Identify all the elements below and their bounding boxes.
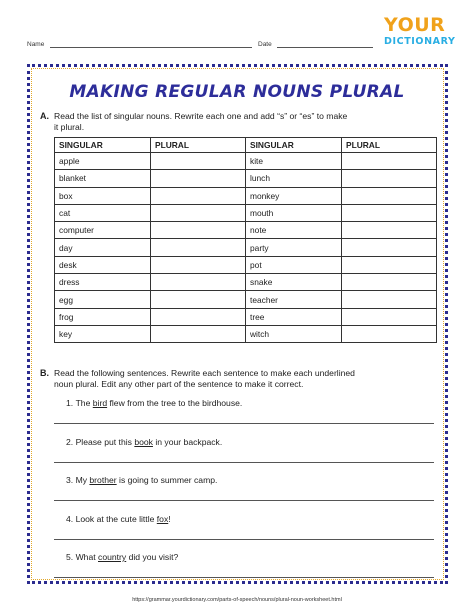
noun-table-header-row	[55, 138, 437, 153]
header-plural-2: PLURAL	[342, 138, 437, 153]
plural-answer-cell[interactable]	[342, 239, 437, 256]
section-b-instruction-line2: noun plural. Edit any other part of the sentence to make it correct.	[54, 378, 304, 389]
logo-dictionary-text: DICTIONARY	[384, 36, 456, 47]
singular-cell: note	[246, 222, 342, 239]
underlined-noun: book	[134, 436, 153, 447]
plural-answer-cell[interactable]	[151, 256, 246, 273]
singular-cell: pot	[246, 256, 342, 273]
sentence-number: 4.	[66, 513, 74, 524]
plural-answer-cell[interactable]	[342, 153, 437, 170]
sentence-text-after: !	[168, 513, 171, 524]
section-a-instructions	[54, 111, 347, 132]
underlined-noun: fox	[156, 513, 169, 524]
noun-table-row	[55, 153, 437, 170]
noun-table-row	[55, 274, 437, 291]
sentence-text-after: did you visit?	[126, 552, 179, 562]
sentence-text-after: flew from the tree to the birdhouse.	[107, 398, 243, 408]
singular-cell: blanket	[55, 170, 151, 187]
plural-answer-cell[interactable]	[151, 204, 246, 221]
sentence-text-before: The	[75, 398, 93, 408]
plural-answer-cell[interactable]	[342, 291, 437, 308]
date-blank[interactable]	[277, 47, 373, 48]
noun-table-row	[55, 291, 437, 308]
underlined-noun: brother	[89, 475, 117, 485]
plural-answer-cell[interactable]	[151, 274, 246, 291]
underlined-noun: bird	[92, 398, 108, 408]
singular-cell: snake	[246, 274, 342, 291]
answer-line[interactable]	[54, 577, 434, 578]
singular-cell: egg	[55, 291, 151, 308]
singular-cell: party	[246, 239, 342, 256]
name-blank[interactable]	[50, 47, 252, 48]
noun-table	[54, 137, 437, 343]
singular-cell: apple	[55, 153, 151, 170]
plural-answer-cell[interactable]	[342, 325, 437, 342]
singular-cell: day	[55, 239, 151, 256]
section-b-letter: B.	[40, 368, 49, 378]
sentence-number: 5.	[66, 552, 74, 562]
name-label: Name	[27, 41, 45, 48]
plural-answer-cell[interactable]	[151, 222, 246, 239]
sentence-text-before: What	[75, 552, 99, 562]
header-singular-1: SINGULAR	[55, 138, 151, 153]
plural-answer-cell[interactable]	[151, 291, 246, 308]
singular-cell: computer	[55, 222, 151, 239]
answer-line[interactable]	[54, 423, 434, 424]
plural-answer-cell[interactable]	[151, 239, 246, 256]
section-a-instruction-line2: it plural.	[54, 121, 85, 132]
header-plural-1: PLURAL	[151, 138, 246, 153]
singular-cell: key	[55, 325, 151, 342]
singular-cell: dress	[55, 274, 151, 291]
noun-table-row	[55, 204, 437, 221]
sentence-text-before: Look at the cute little	[75, 513, 157, 524]
sentence-number: 1.	[66, 398, 74, 408]
sentence-item	[66, 514, 171, 524]
noun-table-row	[55, 325, 437, 342]
yourdictionary-logo	[380, 14, 462, 50]
plural-answer-cell[interactable]	[342, 274, 437, 291]
singular-cell: cat	[55, 204, 151, 221]
noun-table-row	[55, 256, 437, 273]
sentence-text-after: is going to summer camp.	[116, 475, 218, 485]
underlined-noun: country	[98, 552, 127, 562]
sentence-number: 3.	[66, 475, 74, 485]
plural-answer-cell[interactable]	[342, 187, 437, 204]
plural-answer-cell[interactable]	[342, 204, 437, 221]
sentence-item	[66, 552, 178, 562]
sentence-text-before: My	[75, 475, 90, 485]
plural-answer-cell[interactable]	[151, 153, 246, 170]
section-b-instructions	[54, 368, 355, 389]
singular-cell: mouth	[246, 204, 342, 221]
plural-answer-cell[interactable]	[342, 222, 437, 239]
plural-answer-cell[interactable]	[342, 308, 437, 325]
worksheet-title: MAKING REGULAR NOUNS PLURAL	[69, 82, 405, 102]
logo-your-text: YOUR	[384, 14, 446, 36]
plural-answer-cell[interactable]	[151, 187, 246, 204]
singular-cell: witch	[246, 325, 342, 342]
noun-table-row	[55, 308, 437, 325]
noun-table-row	[55, 239, 437, 256]
section-a-instruction-line1: Read the list of singular nouns. Rewrite each one and add “s” or “es” to make	[54, 111, 348, 121]
header-singular-2: SINGULAR	[246, 138, 342, 153]
section-a-letter: A.	[40, 111, 49, 121]
plural-answer-cell[interactable]	[342, 256, 437, 273]
singular-cell: tree	[246, 308, 342, 325]
singular-cell: teacher	[246, 291, 342, 308]
sentence-item	[66, 398, 242, 408]
answer-line[interactable]	[54, 500, 434, 501]
singular-cell: desk	[55, 256, 151, 273]
sentence-text-after: in your backpack.	[152, 436, 223, 447]
plural-answer-cell[interactable]	[151, 308, 246, 325]
answer-line[interactable]	[54, 462, 434, 463]
singular-cell: box	[55, 187, 151, 204]
source-url: https://grammar.yourdictionary.com/parts-of-speech/nouns/plural-noun-worksheet.html	[132, 597, 342, 603]
section-b-instruction-line1: Read the following sentences. Rewrite each sentence to make each underlined	[54, 368, 355, 378]
date-label: Date	[258, 41, 272, 48]
singular-cell: monkey	[246, 187, 342, 204]
singular-cell: frog	[55, 308, 151, 325]
singular-cell: lunch	[246, 170, 342, 187]
sentence-item	[66, 475, 217, 485]
sentence-number: 2.	[66, 436, 74, 447]
answer-line[interactable]	[54, 539, 434, 540]
plural-answer-cell[interactable]	[151, 170, 246, 187]
noun-table-row	[55, 170, 437, 187]
noun-table-row	[55, 187, 437, 204]
singular-cell: kite	[246, 153, 342, 170]
sentence-text-before: Please put this	[75, 436, 135, 447]
sentence-item	[66, 437, 222, 447]
plural-answer-cell[interactable]	[151, 325, 246, 342]
plural-answer-cell[interactable]	[342, 170, 437, 187]
noun-table-row	[55, 222, 437, 239]
